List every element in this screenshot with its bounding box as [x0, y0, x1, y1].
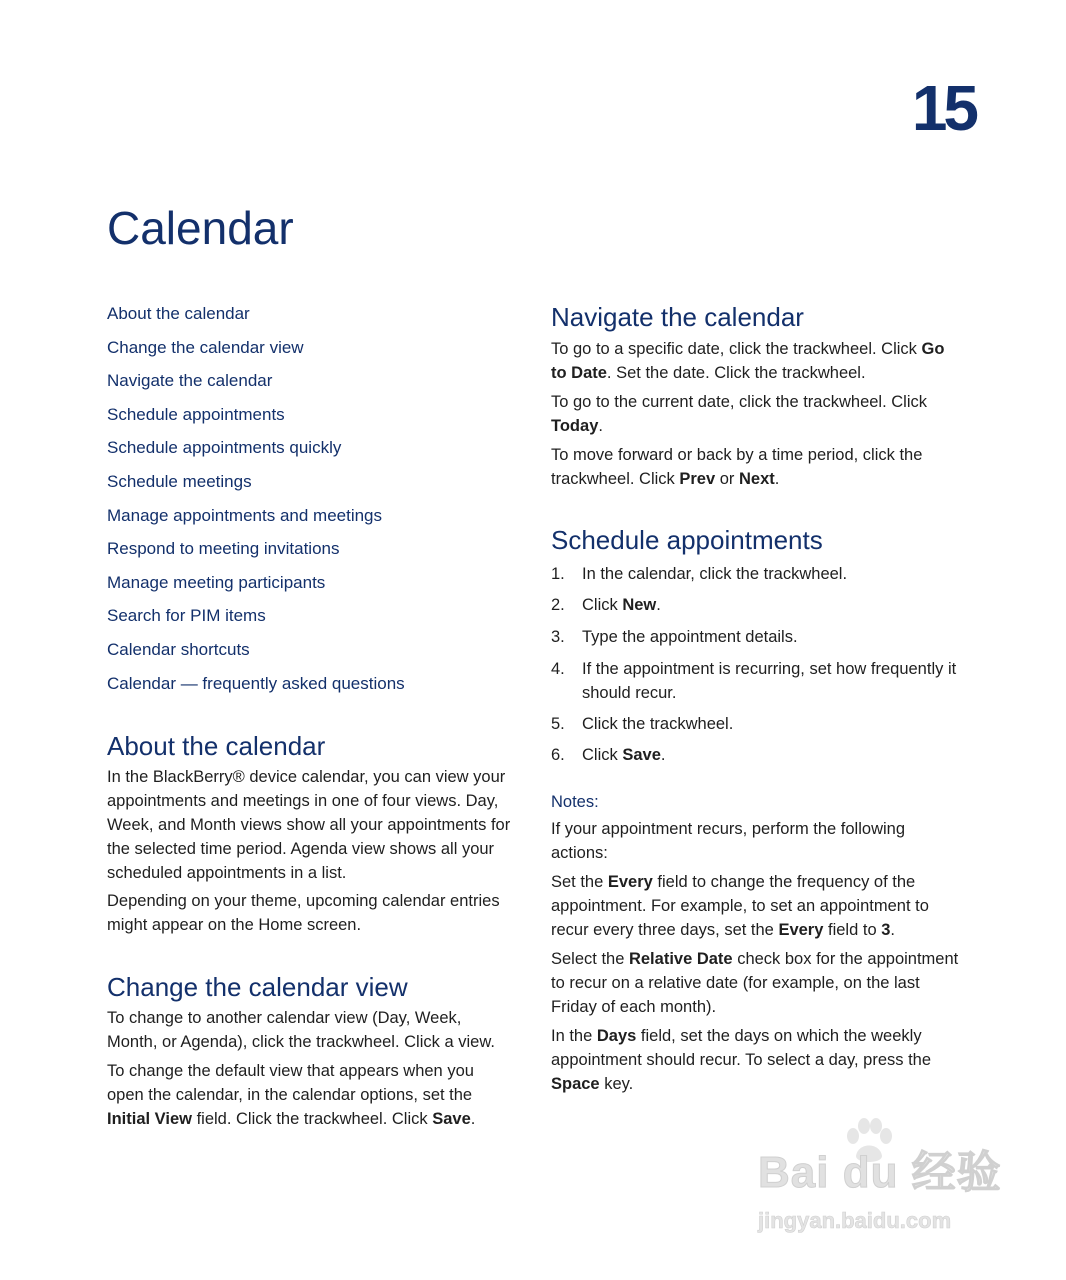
toc-link-manage-appointments[interactable]: Manage appointments and meetings — [107, 506, 383, 525]
about-paragraph-2: Depending on your theme, upcoming calendar entries might appear on the Home screen. — [107, 892, 500, 934]
notes-paragraph-3: Select the Relative Date check box for the appointment to recur on a relative date (for example, on the last Friday of each month). — [551, 950, 959, 1016]
toc-link-manage-participants[interactable]: Manage meeting participants — [107, 573, 326, 592]
navigate-paragraph-3: To move forward or back by a time period, click the trackwheel. Click Prev or Next. — [551, 446, 923, 488]
change-view-paragraph-1: To change to another calendar view (Day, Week, Month, or Agenda), click the trackwheel. Click a view. — [107, 1009, 495, 1051]
about-paragraph-1: In the BlackBerry® device calendar, you can view your appointments and meetings in one of four views. Day, Week, and Month views show all your appointments for the selected time period. Agenda view shows all your scheduled appointments in a list. — [107, 768, 511, 882]
toc-link-faq[interactable]: Calendar — frequently asked questions — [107, 674, 405, 693]
notes-paragraph-1: If your appointment recurs, perform the following actions: — [551, 820, 906, 862]
toc-link-schedule-meetings[interactable]: Schedule meetings — [107, 472, 252, 491]
change-view-heading: Change the calendar view — [107, 972, 408, 1002]
navigate-paragraph-1: To go to a specific date, click the trackwheel. Click Go to Date. Set the date. Click the trackwheel. — [551, 340, 945, 382]
navigate-paragraph-2: To go to the current date, click the trackwheel. Click Today. — [551, 393, 928, 435]
toc-link-about[interactable]: About the calendar — [107, 304, 250, 323]
chapter-title: Calendar — [107, 202, 294, 254]
notes-paragraph-4: In the Days field, set the days on which the weekly appointment should recur. To select a day, press the Space key. — [551, 1027, 932, 1093]
toc-link-schedule-appointments[interactable]: Schedule appointments — [107, 405, 285, 424]
baidu-watermark — [752, 1118, 1012, 1248]
toc-link-search-pim[interactable]: Search for PIM items — [107, 606, 266, 625]
watermark-url: jingyan.baidu.com — [758, 1208, 952, 1233]
chapter-number: 15 — [911, 72, 975, 144]
toc-link-schedule-quickly[interactable]: Schedule appointments quickly — [107, 438, 342, 457]
change-view-paragraph-2: To change the default view that appears when you open the calendar, in the calendar options, set the Initial View field. Click the trackwheel. Click Save. — [107, 1062, 476, 1128]
watermark-logo-text: Bai du 经验 — [758, 1148, 1002, 1197]
toc-link-navigate[interactable]: Navigate the calendar — [107, 371, 273, 390]
toc-link-change-view[interactable]: Change the calendar view — [107, 338, 304, 357]
navigate-heading: Navigate the calendar — [551, 302, 804, 332]
schedule-heading: Schedule appointments — [551, 525, 823, 555]
about-heading: About the calendar — [107, 731, 326, 761]
toc-link-respond-invitations[interactable]: Respond to meeting invitations — [107, 539, 340, 558]
toc-link-shortcuts[interactable]: Calendar shortcuts — [107, 640, 250, 659]
notes-paragraph-2: Set the Every field to change the frequency of the appointment. For example, to set an appointment to recur every three days, set the Every field to 3. — [551, 873, 929, 939]
notes-label: Notes: — [551, 793, 599, 811]
